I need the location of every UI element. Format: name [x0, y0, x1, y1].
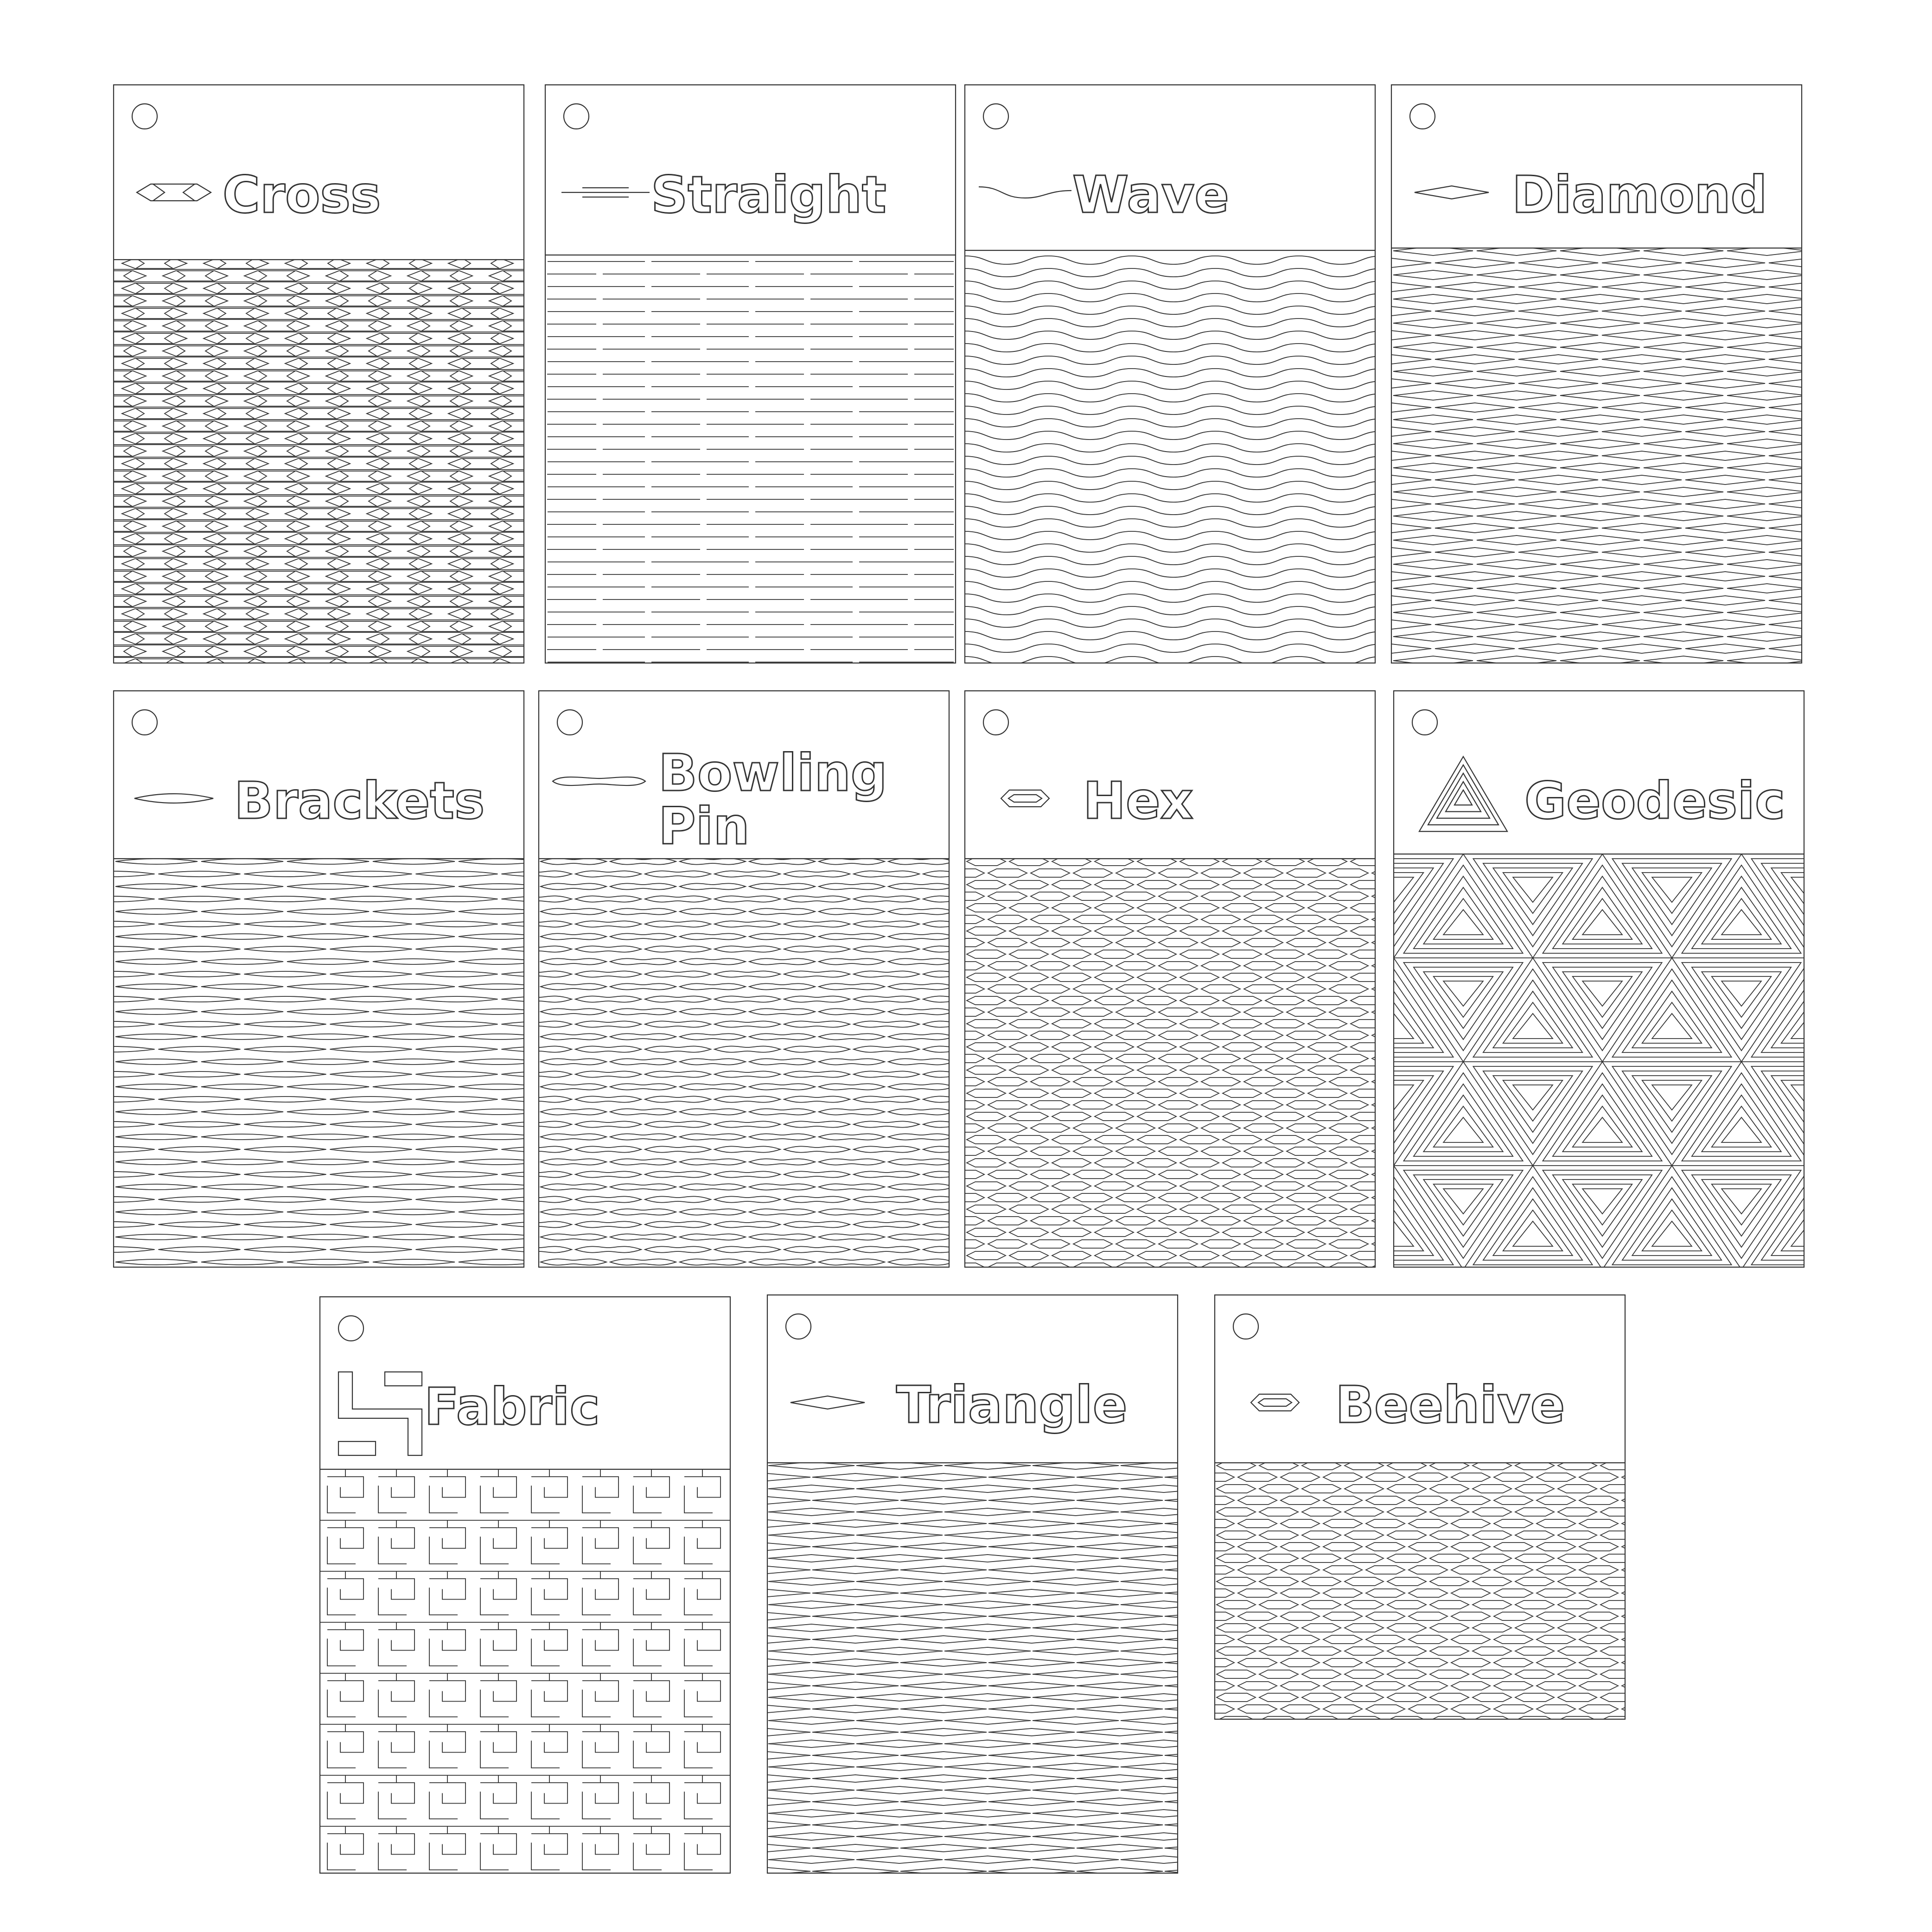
geodesic-triangle-icon	[1419, 757, 1507, 832]
hang-hole	[1410, 104, 1435, 129]
tag-title: Wave	[1072, 165, 1229, 224]
hinge-pattern-triangle	[680, 1462, 1339, 1887]
tag-title: Bowling	[658, 743, 887, 803]
hang-hole	[983, 710, 1008, 735]
hang-hole	[1412, 710, 1437, 735]
hinge-pattern-cross	[40, 258, 676, 670]
wave-icon	[979, 187, 1071, 198]
tags-layer	[30, 85, 1932, 1887]
hang-hole	[338, 1316, 363, 1341]
hinge-tag-hex	[924, 691, 1454, 1271]
hex-icon	[1001, 790, 1049, 807]
hinge-tag-beehive	[1174, 1295, 1703, 1725]
hang-hole	[132, 710, 157, 735]
beehive-icon	[1251, 1394, 1299, 1411]
hinge-pattern-beehive	[1174, 1461, 1703, 1725]
hinge-tag-brackets	[30, 691, 670, 1277]
hinge-tag-fabric	[320, 1297, 772, 1873]
triangle-icon	[791, 1396, 865, 1409]
hinge-pattern-diamond	[1310, 246, 1932, 677]
hinge-pattern-hex	[924, 857, 1454, 1271]
hinge-tag-cross	[40, 85, 676, 670]
straight-line-icon	[561, 188, 650, 197]
hinge-pattern-wave	[965, 256, 1382, 665]
fabric-meander-icon	[338, 1372, 422, 1455]
diamond-icon	[1415, 186, 1489, 199]
hinge-pattern-brackets	[30, 859, 670, 1277]
cross-icon	[137, 184, 211, 201]
tag-title: Triangle	[896, 1375, 1128, 1435]
hang-hole	[564, 104, 589, 129]
hinge-tag-wave	[965, 85, 1382, 665]
hang-hole	[557, 710, 582, 735]
hinge-tag-geodesic	[1324, 691, 1932, 1373]
hang-hole	[132, 104, 157, 129]
hang-hole	[983, 104, 1008, 129]
tag-title: Cross	[223, 165, 381, 224]
hinge-pattern-straight	[547, 261, 954, 662]
tag-title: Beehive	[1335, 1375, 1565, 1435]
hang-hole	[786, 1314, 811, 1339]
tag-title: Hex	[1083, 771, 1193, 830]
tag-title: Fabric	[424, 1377, 600, 1436]
tag-title: Straight	[651, 165, 886, 224]
tag-title: Geodesic	[1524, 771, 1785, 830]
hinge-tag-bowling	[471, 691, 1058, 1278]
hinge-tag-diamond	[1310, 85, 1932, 677]
tag-title: Brackets	[234, 771, 485, 830]
bowling-pin-icon	[553, 777, 645, 785]
tag-title: Diamond	[1512, 165, 1767, 224]
brackets-icon	[134, 794, 213, 803]
hang-hole	[1233, 1314, 1258, 1339]
hinge-tag-triangle	[680, 1295, 1339, 1887]
tag-title-line2: Pin	[658, 797, 750, 856]
hinge-pattern-fabric	[320, 1469, 772, 1870]
hinge-tag-straight	[545, 85, 956, 663]
